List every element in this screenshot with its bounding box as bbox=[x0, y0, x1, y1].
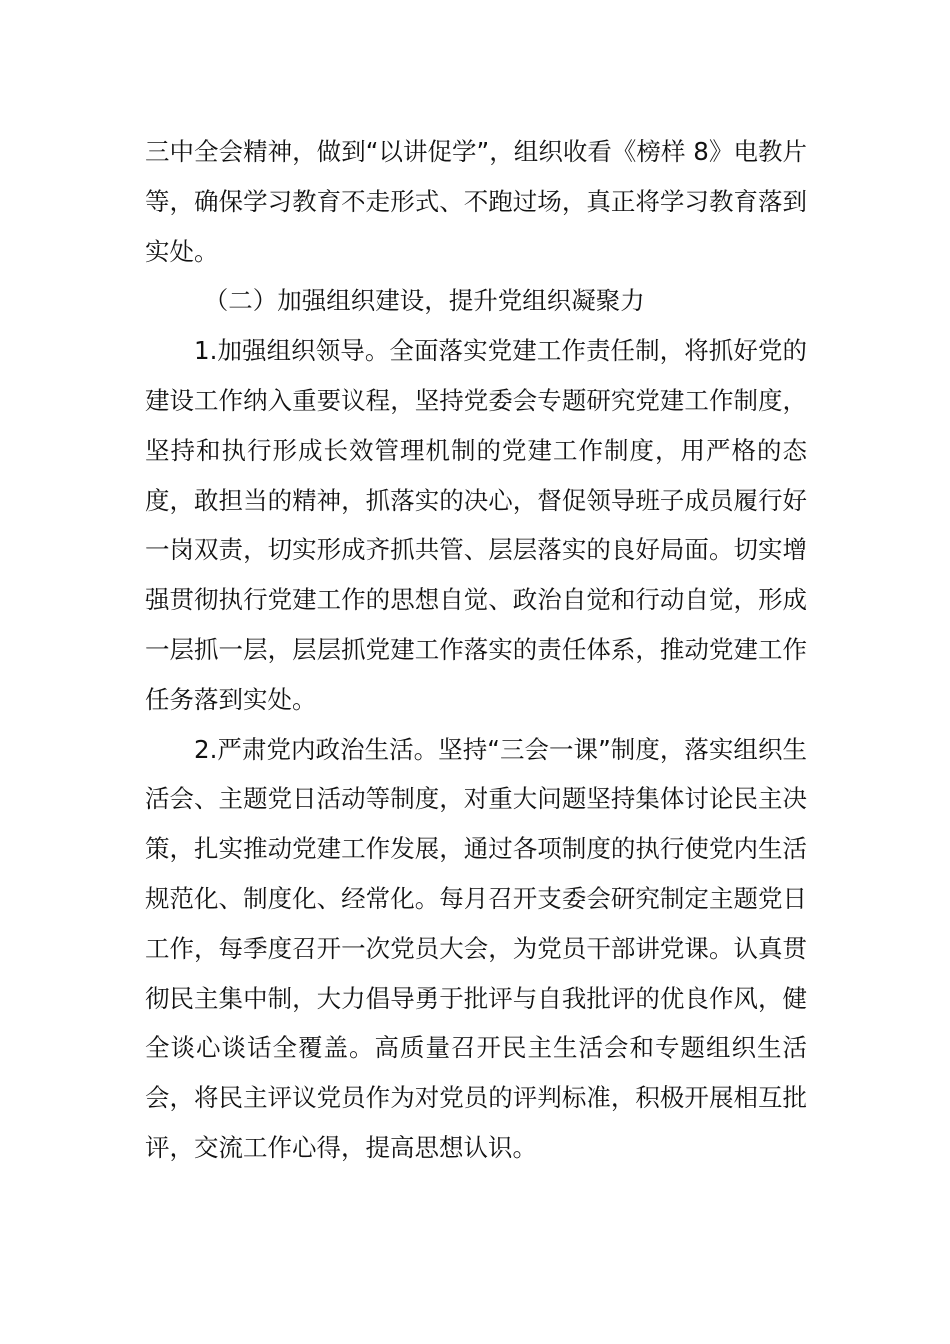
paragraph-item-2: 2.严肃党内政治生活。坚持“三会一课”制度，落实组织生活会、主题党日活动等制度，对重大问题坚持集体讨论民主决策，扎实推动党建工作发展，通过各项制度的执行使党内生活规范化、制度化、经常化。每月召开支委会研究制定主题党日工作，每季度召开一次党员大会，为党员干部讲党课。认真贯彻民主集中制，大力倡导勇于批评与自我批评的优良作风，健全谈心谈话全覆盖。高质量召开民主生活会和专题组织生活会，将民主评议党员作为对党员的评判标准，积极开展相互批评，交流工作心得，提高思想认识。 bbox=[145, 734, 807, 1162]
paragraph-item-1: 1.加强组织领导。全面落实党建工作责任制，将抓好党的建设工作纳入重要议程，坚持党委会专题研究党建工作制度，坚持和执行形成长效管理机制的党建工作制度，用严格的态度，敢担当的精神，抓落实的决心，督促领导班子成员履行好一岗双责，切实形成齐抓共管、层层落实的良好局面。切实增强贯彻执行党建工作的思想自觉、政治自觉和行动自觉，形成一层抓一层，层层抓党建工作落实的责任体系，推动党建工作任务落到实处。 bbox=[145, 336, 807, 714]
section-heading: （二）加强组织建设，提升党组织凝聚力 bbox=[203, 286, 645, 316]
document-page bbox=[145, 127, 807, 1173]
paragraph-continuation: 三中全会精神，做到“以讲促学”，组织收看《榜样 8》电教片等，确保学习教育不走形式、不跑过场，真正将学习教育落到实处。 bbox=[145, 137, 807, 266]
